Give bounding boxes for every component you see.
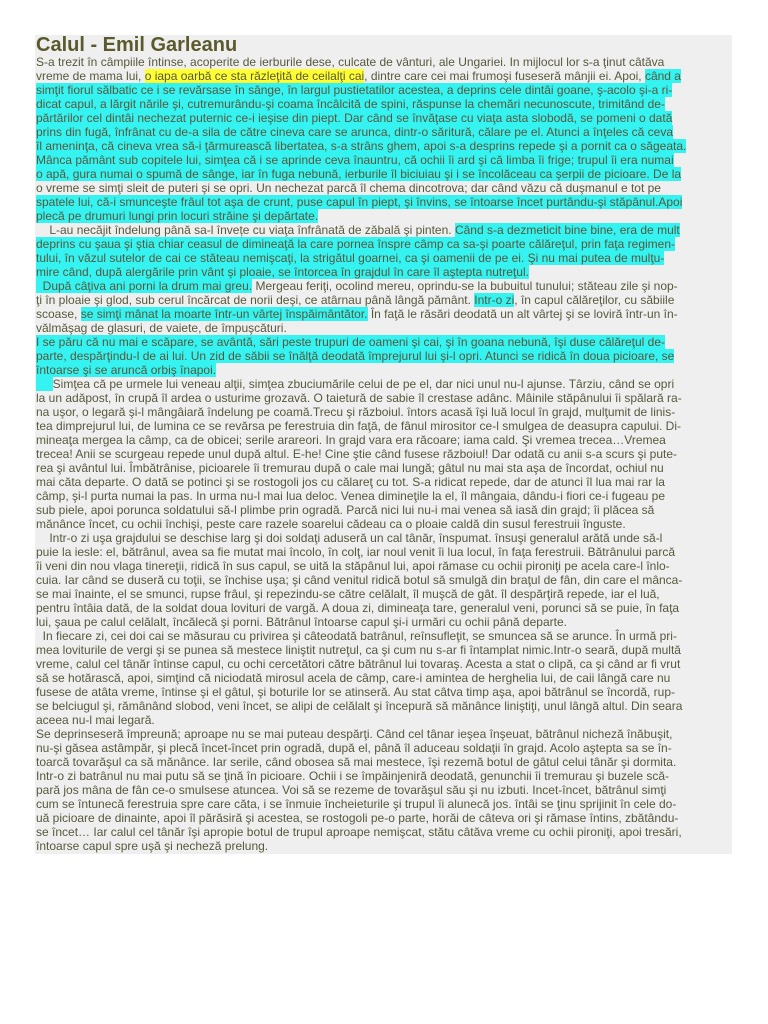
text-line bbox=[36, 699, 731, 713]
text-segment: pentru întâia dată, de la soldat doua lovituri de vargă. A doua zi, dimineaţa tare, generalul veni, porunci să se puie, în faţa bbox=[36, 601, 680, 615]
text-segment: L-au necăjit îndelung până sa-l învețe cu viaţa înfrânată de zăbală şi pinten. bbox=[36, 223, 455, 237]
text-line bbox=[36, 209, 731, 223]
text-line bbox=[36, 461, 731, 475]
paragraph bbox=[36, 55, 732, 223]
text-line bbox=[36, 433, 731, 447]
text-line bbox=[36, 265, 731, 279]
text-segment: mai căta departe. O dată se potinci şi se rostogoli jos cu călareţ cu tot. S-a ridicat repede, dar de atunci îl lua mai rar la bbox=[36, 475, 665, 489]
text-line bbox=[36, 139, 731, 153]
text-segment: puie la iesle: el, bătrânul, avea sa fie mutat mai încolo, în colţ, iar noul venit îi lua locul, în faţa ferestruii. Bătrânului parcă bbox=[36, 545, 676, 559]
text-line bbox=[36, 797, 731, 811]
highlighted-text: părtărilor cel dintâi nechezat puternic ce-i ieşise din piept. Dar când se învăţase cu viaţa asta slobodă, se pomeni o dată bbox=[36, 111, 673, 125]
text-segment: lui, şaua pe calul celălalt, încălecă şi porni. Bătrânul întoarse capul şi-i urmări cu ochii până departe. bbox=[36, 615, 567, 629]
text-segment: nu-şi găsea astâmpăr, şi plecă încet-încet prin ogradă, după el, până îl aduceau soldaţii în grajd. Acolo aştepta sa se în- bbox=[36, 741, 672, 755]
highlighted-text: o apă, gura numai o spumă de sânge, iar în fuga nebună, ierburile îl biciuiau şi i se încolăceau ca şerpii de picioare. De la bbox=[36, 167, 682, 181]
text-line bbox=[36, 363, 731, 377]
highlighted-text: Când s-a dezmeticit bine bine, era de mult bbox=[454, 223, 680, 237]
text-segment: tea dimprejurul lui, de lumina ce se revărsa pe ferestruia din faţă, de fânul mirositor ce-l smulgea de deasupra capului. Di- bbox=[36, 419, 681, 433]
text-line bbox=[36, 755, 731, 769]
text-line bbox=[36, 223, 731, 237]
highlighted-text: se simţi mânat la moarte într-un vârtej înspăimântător. bbox=[80, 307, 368, 321]
text-line bbox=[36, 97, 731, 111]
highlighted-text: întoarse şi se aruncă orbiş înapoi. bbox=[36, 363, 217, 377]
text-line bbox=[36, 559, 731, 573]
highlighted-text: prins din fugă, înfrânat cu de-a sila de către cineva care se arunca, dintr-o săritură, călare pe el. Atunci a înţeles că ceva bbox=[36, 125, 674, 139]
text-segment: Intr-o zi batrânul nu mai putu să se ţină în picioare. Ochii i se împăinjeniră deodată, genunchii îi tremurau şi buzele scă- bbox=[36, 769, 669, 783]
text-line bbox=[36, 685, 731, 699]
text-segment: uă picioare de dinainte, apoi îl părăsiră şi acestea, se rostogoli pe-o parte, horăi de câteva ori şi rămase întins, zbătându- bbox=[36, 811, 679, 825]
paragraph bbox=[36, 279, 732, 335]
text-segment: Mergeau feriţi, ocolind mereu, oprindu-se la bubuitul tunului; stăteau zile şi nop- bbox=[252, 279, 678, 293]
text-segment: sub piele, apoi porunca soldatului să-l plimbe prin ogradă. Parcă nici lui nu-i mai venea să iasă din grajd; îi plăcea să bbox=[36, 503, 655, 517]
highlighted-text: simţit fiorul sălbatic ce i se revărsase în sânge, în largul pustietatilor acestea, a deprins cele dintâi goane, ş-acolo şi-a ri- bbox=[36, 83, 673, 97]
text-segment: vălmăşag de glasuri, de vaiete, de împuşcături. bbox=[36, 321, 287, 335]
paragraph bbox=[36, 727, 732, 853]
text-segment: trecea! Anii se scurgeau repede unul după altul. E-he! Cine ştie când fusese războiul! Dar odată cu anii s-a scurs şi pute- bbox=[36, 447, 678, 461]
text-segment: vreme, calul cel tânăr întinse capul, cu ochi cercetători către bătrânul lui tovaraş. Acesta a stat o clipă, ca şi când ar fi vrut bbox=[36, 657, 681, 671]
highlighted-text: plecă pe drumuri lungi prin locuri străine şi depărtate. bbox=[36, 209, 319, 223]
text-line bbox=[36, 587, 731, 601]
text-line bbox=[36, 545, 731, 559]
text-segment: Intr-o zi uşa grajdului se deschise larg şi doi soldaţi aduseră un cal tânăr, înspumat. însuşi generalul arătă unde să-l bbox=[36, 531, 663, 545]
text-line bbox=[36, 195, 731, 209]
text-line bbox=[36, 811, 731, 825]
text-segment: , dintre care cei mai frumoşi fuseseră mânjii ei. Apoi, bbox=[364, 69, 645, 83]
highlighted-text: I se păru că nu mai e scăpare, se avântă, sări peste trupuri de oameni şi cai, şi în goana nebună, îşi duse călăreţul de- bbox=[36, 335, 666, 349]
text-line bbox=[36, 671, 731, 685]
text-segment: ţi în ploaie şi glod, sub cerul încărcat de norii deşi, ce atârnau până lângă pământ. bbox=[36, 293, 475, 307]
highlighted-text: deprins cu şaua şi ştia chiar ceasul de dimineaţă la care pornea înspre câmp ca sa-şi poarte călăreţul, prin faţa regimen- bbox=[36, 237, 675, 251]
document-title: Calul - Emil Garleanu bbox=[36, 34, 238, 56]
text-line bbox=[36, 503, 731, 517]
highlighted-text: îl ameninţa, că cineva vrea să-i ţărmurească libertatea, s-a strâns ghem, apoi s-a desprins repede şi a pornit ca o săgeata. bbox=[36, 139, 687, 153]
text-line bbox=[36, 111, 731, 125]
text-line bbox=[36, 279, 731, 293]
text-segment: la un adăpost, în crupă îl ardea o usturime grozavă. O taietură de sabie îl crestase adânc. Mâinile stăpânului îi spălară ra- bbox=[36, 391, 682, 405]
text-line bbox=[36, 335, 731, 349]
paragraph bbox=[36, 377, 732, 531]
text-segment: pară jos mâna de fân ce-o smulsese atuncea. Voi să se rezeme de tovarăşul său şi nu izbuti. Incet-încet, bătrânul simţi bbox=[36, 783, 667, 797]
text-line bbox=[36, 405, 731, 419]
text-segment: întoarse capul spre uşă şi necheză prelung. bbox=[36, 839, 269, 853]
text-line bbox=[36, 167, 731, 181]
text-segment: na uşor, o legară şi-l mângâiară îndelung pe coamă.Trecu şi războiul. întors acasă îşi luă locul în grajd, mulţumit de linis- bbox=[36, 405, 676, 419]
text-segment: mea loviturile de vergi şi se punea să mestece liniştit nutreţul, ca şi cum nu s-ar fi întamplat nimic.Intr-o seară, după multă bbox=[36, 643, 681, 657]
text-line bbox=[36, 657, 731, 671]
text-line bbox=[36, 643, 731, 657]
text-line bbox=[36, 769, 731, 783]
text-line bbox=[36, 475, 731, 489]
text-line bbox=[36, 181, 731, 195]
text-segment: Simţea că pe urmele lui veneau alţii, simţea zbuciumările celui de pe el, dar nici unul nu-l ajunse. Târziu, când se opri bbox=[52, 377, 675, 391]
highlighted-text: când a bbox=[644, 69, 681, 83]
text-segment: , în capul călăreţilor, cu săbiile bbox=[514, 293, 675, 307]
text-segment: câmp, şi-l purta numai la pas. In urma nu-l mai lua deloc. Venea dimineţile la el, îl mângaia, dându-i fiori ce-i fugeau pe bbox=[36, 489, 665, 503]
highlighted-text: dicat capul, a lărgit nările şi, cutremurându-şi coama încâlcită de spini, răspunse la chemări necunoscute, trimitând de- bbox=[36, 97, 665, 111]
text-segment: S-a trezit în câmpiile întinse, acoperite de ierburile dese, culcate de vânturi, ale Ungariei. In mijlocul lor s-a ţinut câtăva bbox=[36, 55, 665, 69]
paragraph bbox=[36, 223, 732, 279]
text-segment: scoase, bbox=[36, 307, 81, 321]
text-line bbox=[36, 153, 731, 167]
text-line bbox=[36, 839, 731, 853]
text-segment: mănânce încet, cu ochii închişi, peste care razele soarelui cădeau ca o ploaie caldă din susul ferestruii înguste. bbox=[36, 517, 626, 531]
highlighted-text: tului, în văzul sutelor de cai ce stăteau nemişcaţi, la strigătul goarnei, ca şi oamenii de pe ei. Şi nu mai putea de mulţu- bbox=[36, 251, 665, 265]
text-segment: îi veni din nou vlaga tinereţii, ridică în sus capul, se uită la stăpânul lui, apoi rămase cu ochii pironiţi pe acela care-l înlo- bbox=[36, 559, 670, 573]
text-line bbox=[36, 307, 731, 321]
text-segment: să se hotărască, apoi, simţind că niciodată mirosul acela de câmp, care-i amintea de herghelia lui, de caii lângă care nu bbox=[36, 671, 671, 685]
text-line bbox=[36, 419, 731, 433]
text-line bbox=[36, 727, 731, 741]
text-line bbox=[36, 531, 731, 545]
text-segment: se belciugul şi, rămânând slobod, veni încet, se alipi de celălalt şi începură să mănânce liniştiţi, unul lângă altul. Din seara bbox=[36, 699, 683, 713]
highlighted-text: După câţiva ani porni la drum mai greu. bbox=[36, 279, 253, 293]
text-line bbox=[36, 237, 731, 251]
text-line bbox=[36, 293, 731, 307]
highlighted-text: Mânca pământ sub copitele lui, simţea că i se aprinde ceva înauntru, că ochii îi ard şi că limba îi frige; trupul îi era numai bbox=[36, 153, 674, 167]
text-line bbox=[36, 447, 731, 461]
text-line bbox=[36, 391, 731, 405]
paragraph bbox=[36, 335, 732, 377]
text-line bbox=[36, 83, 731, 97]
highlighted-text bbox=[36, 377, 53, 391]
highlighted-text: parte, despărţindu-l de ai lui. Un zid de săbii se înălţă deodată împrejurul lui şi-l opri. Atunci se ridică în doua picioare, se bbox=[36, 349, 675, 363]
document-page bbox=[35, 35, 732, 854]
text-segment: Se deprinseseră împreună; aproape nu se mai puteau despărţi. Când cel tânar ieşea înşeuat, bătrânul nicheză înăbuşit, bbox=[36, 727, 673, 741]
text-segment: În faţă le răsări deodată un alt vârtej şi se loviră într-un în- bbox=[367, 307, 678, 321]
text-segment: toarcă tovarăşul ca să mănânce. Iar serile, când obosea să mai mestece, îşi rezemă botul de gâtul celui tânăr şi dormita. bbox=[36, 755, 677, 769]
text-segment: cuia. Iar când se duseră cu toţii, se închise uşa; şi când venitul ridică botul să smulgă din braţul de fân, din care el mânca- bbox=[36, 573, 683, 587]
text-line bbox=[36, 321, 731, 335]
text-segment: cum se întunecă ferestruia spre care căta, i se înmuie încheieturile şi trupul îi alunecă jos. întâi se ţinu sprijinit în cele do- bbox=[36, 797, 677, 811]
text-line bbox=[36, 125, 731, 139]
highlighted-text: Intr-o zi bbox=[474, 293, 515, 307]
text-line bbox=[36, 825, 731, 839]
text-line bbox=[36, 489, 731, 503]
text-line bbox=[36, 783, 731, 797]
text-line bbox=[36, 741, 731, 755]
text-segment: se mai înainte, el se smunci, rupse frâul, şi repezindu-se către celălalt, îl muşcă de gât. îl despărţiră repede, iar el luă, bbox=[36, 587, 660, 601]
paragraph bbox=[36, 531, 732, 629]
text-segment: aceea nu-l mai legară. bbox=[36, 713, 155, 727]
highlighted-text: mire când, după alergările prin vânt şi ploaie, se întorcea în grajdul în care îl aştepta nutreţul. bbox=[36, 265, 529, 279]
text-line bbox=[36, 573, 731, 587]
text-segment: mineaţa mergea la câmp, ca de obicei; serile arareori. In grajd vara era răcoare; iama cald. Şi vremea trecea…Vremea bbox=[36, 433, 666, 447]
document-body bbox=[36, 55, 732, 853]
text-line bbox=[36, 69, 731, 83]
text-segment: se încet… Iar calul cel tânăr îşi apropie botul de trupul aproape nemişcat, stătu câtăva vreme cu ochii pironiţi, apoi tresări, bbox=[36, 825, 682, 839]
text-segment: vreme de mama lui, bbox=[36, 69, 145, 83]
highlighted-text: o iapa oarbă ce sta răzleţită de ceilalţi cai bbox=[144, 69, 365, 83]
text-line bbox=[36, 615, 731, 629]
text-line bbox=[36, 55, 731, 69]
text-line bbox=[36, 629, 731, 643]
text-line bbox=[36, 377, 731, 391]
text-line bbox=[36, 251, 731, 265]
text-line bbox=[36, 713, 731, 727]
text-segment: fusese de atâta vreme, întinse şi el gâtul, şi boturile lor se atinseră. Au stat câtva timp aşa, apoi bătrânul se încordă, rup- bbox=[36, 685, 676, 699]
text-segment: rea şi avântul lui. Îmbătrânise, picioarele îi tremurau după o cale mai lungă; gâtul nu mai sta aşa de încordat, ochiul nu bbox=[36, 461, 664, 475]
text-segment: o vreme se simţi sleit de puteri şi se opri. Un nechezat parcă îl chema dincotrova; dar când văzu că duşmanul e tot pe bbox=[36, 181, 661, 195]
highlighted-text: spatele lui, că-i smunceşte frâul tot aşa de crunt, puse capul în piept, şi învins, se întoarse încet purtându-şi stăpânul.Apoi bbox=[36, 195, 683, 209]
paragraph bbox=[36, 629, 732, 727]
text-segment: In fiecare zi, cei doi cai se măsurau cu privirea şi câteodată batrânul, reînsufleţit, se smuncea să se arunce. În urmă pri- bbox=[36, 629, 677, 643]
text-line bbox=[36, 349, 731, 363]
text-line bbox=[36, 517, 731, 531]
text-line bbox=[36, 601, 731, 615]
